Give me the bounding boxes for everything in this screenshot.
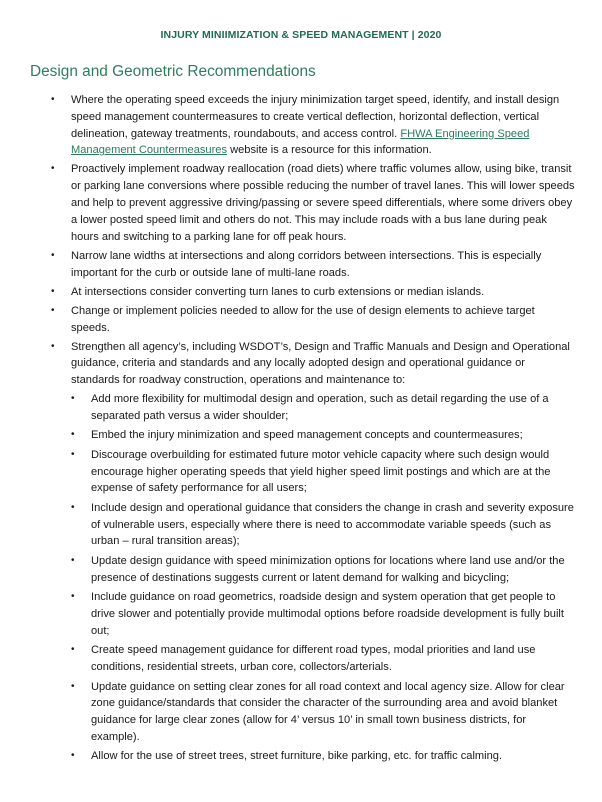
sub-list-item-text: Add more flexibility for multimodal design and operation, such as detail regarding the use of a separated path versus a wider shoulder; [91,393,549,422]
bullet-icon: • [71,554,75,566]
recommendations-list [0,92,602,768]
list-item [0,339,602,766]
fhwa-countermeasures-link[interactable]: FHWA Engineering Speed Management Countermeasures [71,127,530,157]
bullet-icon: • [71,591,75,603]
list-item-text: Strengthen all agency’s, including WSDOT’s, Design and Traffic Manuals and Design and Operational guidance, criteria and standards and any locally adopted design and operational guidance or standards for roadway construction, operations and maintenance to: [71,340,570,387]
sub-list-item [71,391,576,425]
list-item-text: Change or implement policies needed to allow for the use of design elements to achieve target speeds. [71,304,535,334]
list-item-text: Where the operating speed exceeds the injury minimization target speed, identify, and install design speed management countermeasures to create vertical deflection, horizontal deflection, vertical delineation, gateway treatments, roundabouts, and access control. [71,94,560,140]
list-item [0,161,602,245]
list-item [0,303,602,337]
sub-list-item [71,553,576,587]
bullet-icon: • [71,750,75,762]
list-item [0,92,602,159]
list-item-text: At intersections consider converting turn lanes to curb extensions or median islands. [71,285,485,298]
sub-list-item [71,500,576,550]
list-item-text: Narrow lane widths at intersections and along corridors between intersections. This is especially important for the curb or outside lane of multi-lane roads. [71,249,542,279]
page-header: INJURY MINIIMIZATION & SPEED MANAGEMENT | 2020 [160,29,442,41]
sub-list-item [71,642,576,676]
bullet-icon: • [51,285,55,297]
list-item-text: Proactively implement roadway reallocation (road diets) where traffic volumes allow, using bike, transit or parking lane conversions where possible reducing the number of travel lanes. This will lower speeds and help to prevent aggressive driving/passing or severe speed differentials, where some drivers obey a lower posted speed limit and others do not. This may include roads with a bus lane during peak hours and switching to a parking lane for off peak hours. [71,163,575,243]
sub-list-item-text: Update guidance on setting clear zones for all road context and local agency size. Allow for clear zone guidance/standards that consider the character of the surrounding area and avoid blanket guidance for large clear zones (allow for 4’ versus 10’ in small town business districts, for example). [91,680,565,743]
sub-list-item-text: Create speed management guidance for different road types, modal priorities and land use conditions, residential streets, urban core, collectors/arterials. [91,644,536,674]
list-item [0,284,602,301]
sub-list-item [71,447,576,497]
bullet-icon: • [71,644,75,656]
bullet-icon: • [51,340,55,352]
sub-list-item-text: Include guidance on road geometrics, roadside design and system operation that get people to drive slower and potentially provide multimodal options before roadside development is fully built out; [91,591,564,637]
bullet-icon: • [71,448,75,460]
sub-list-item [71,589,576,639]
bullet-icon: • [71,680,75,692]
bullet-icon: • [51,94,55,105]
list-item [0,248,602,282]
sub-list-item [71,679,576,746]
section-title: Design and Geometric Recommendations [30,63,316,80]
sub-list-item-text: Embed the injury minimization and speed management concepts and countermeasures; [91,429,523,442]
bullet-icon: • [51,249,55,261]
sub-list-item-text: Discourage overbuilding for estimated future motor vehicle capacity where such design would encourage higher operating speeds that yield higher speed limit postings and which are at the expense of safety performance for all users; [91,448,551,495]
bullet-icon: • [51,163,55,175]
sub-list-item [71,427,576,444]
bullet-icon: • [71,429,75,441]
sub-list-item [71,748,576,765]
bullet-icon: • [71,393,75,405]
list-item-text-end: website is a resource for this information. [227,144,432,157]
bullet-icon: • [51,304,55,316]
sub-list-item-text: Allow for the use of street trees, street furniture, bike parking, etc. for traffic calming. [91,750,503,763]
sub-list-item-text: Update design guidance with speed minimization options for locations where land use and/or the presence of destinations suggests current or latent demand for walking and bicycling; [91,554,565,584]
sub-list [71,391,576,765]
sub-list-item-text: Include design and operational guidance that considers the change in crash and severity exposure of vulnerable users, especially where there is need to accommodate variable speeds (such as urban – rural transition areas); [91,501,574,548]
bullet-icon: • [71,501,75,513]
